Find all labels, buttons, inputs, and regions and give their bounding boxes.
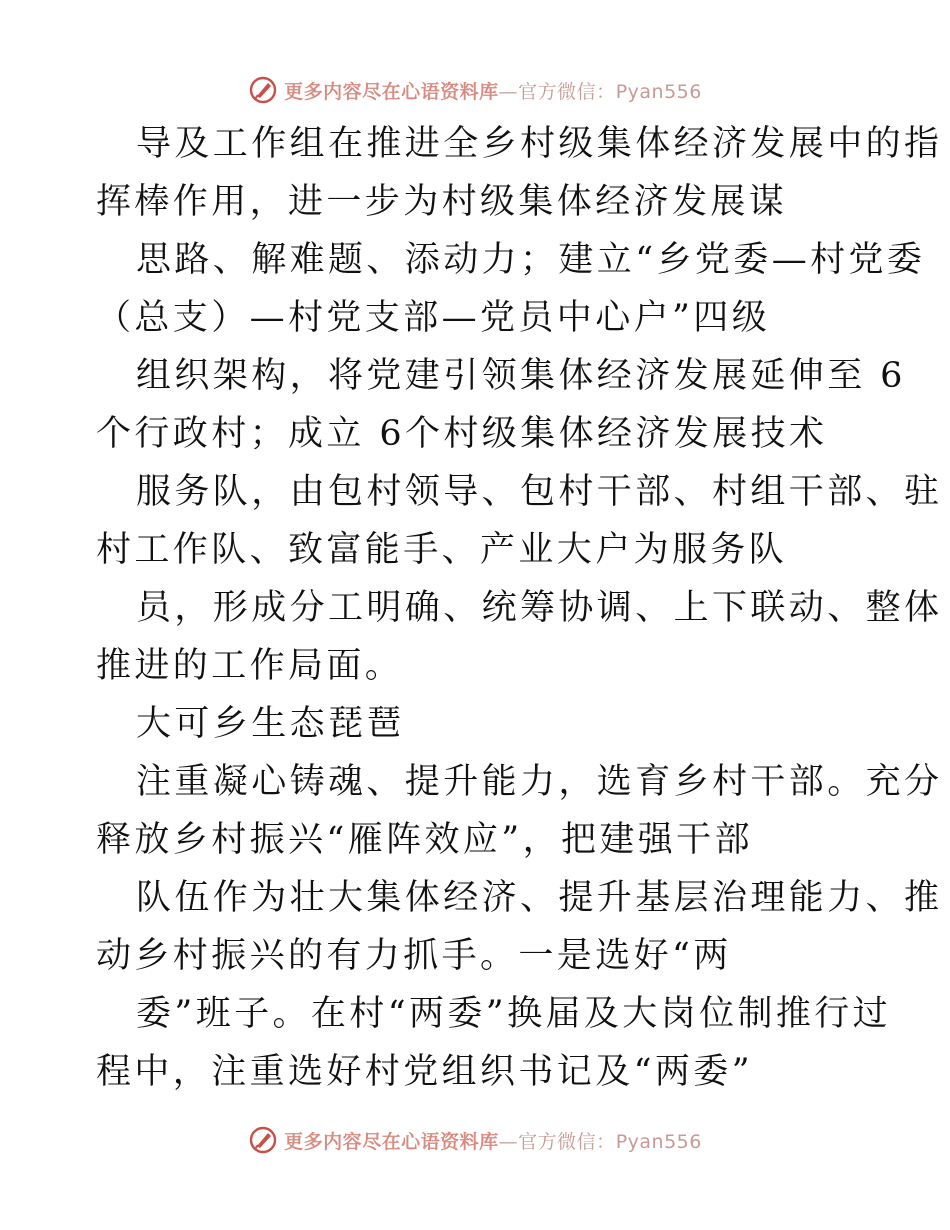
text-line: 个行政村；成立 6个村级集体经济发展技术	[96, 414, 828, 454]
text-line: 推进的工作局面。	[96, 646, 404, 686]
watermark-text	[284, 77, 702, 104]
text-line: 动乡村振兴的有力抓手。一是选好“两	[96, 936, 732, 976]
watermark-separator: —	[498, 80, 519, 103]
footer-watermark	[0, 1120, 950, 1160]
text-line: 队伍作为壮大集体经济、提升基层治理能力、推	[136, 878, 943, 918]
text-line: 思路、解难题、添动力；建立“乡党委—村党委	[136, 240, 926, 280]
text-line: 员，形成分工明确、统筹协调、上下联动、整体	[136, 588, 943, 628]
header-watermark	[0, 70, 950, 110]
text-line: （总支）—村党支部—党员中心户”四级	[96, 298, 771, 338]
text-line: 释放乡村振兴“雁阵效应”，把建强干部	[96, 820, 753, 860]
quill-pen-logo-icon	[248, 1125, 278, 1155]
document-body	[96, 115, 943, 1101]
watermark-brand: 更多内容尽在心语资料库	[284, 1130, 499, 1153]
text-line: 服务队，由包村领导、包村干部、村组干部、驻	[136, 472, 943, 512]
text-line: 组织架构，将党建引领集体经济发展延伸至 6	[136, 356, 906, 396]
text-line: 导及工作组在推进全乡村级集体经济发展中的指	[136, 124, 943, 164]
watermark-brand: 更多内容尽在心语资料库	[284, 80, 499, 103]
watermark-wechat-id: Pyan556	[615, 80, 702, 103]
text-line: 村工作队、致富能手、产业大户为服务队	[96, 530, 788, 570]
text-line: 注重凝心铸魂、提升能力，选育乡村干部。充分	[136, 762, 943, 802]
watermark-text	[284, 1127, 702, 1154]
watermark-wechat-label: 官方微信：	[518, 80, 616, 103]
section-heading: 大可乡生态琵琶	[136, 704, 405, 744]
text-line: 挥棒作用，进一步为村级集体经济发展谋	[96, 182, 788, 222]
text-line: 委”班子。在村“两委”换届及大岗位制推行过	[136, 994, 892, 1034]
watermark-wechat-label: 官方微信：	[518, 1130, 616, 1153]
text-line: 程中，注重选好村党组织书记及“两委”	[96, 1052, 753, 1092]
quill-pen-logo-icon	[248, 75, 278, 105]
watermark-separator: —	[498, 1130, 519, 1153]
watermark-wechat-id: Pyan556	[615, 1130, 702, 1153]
